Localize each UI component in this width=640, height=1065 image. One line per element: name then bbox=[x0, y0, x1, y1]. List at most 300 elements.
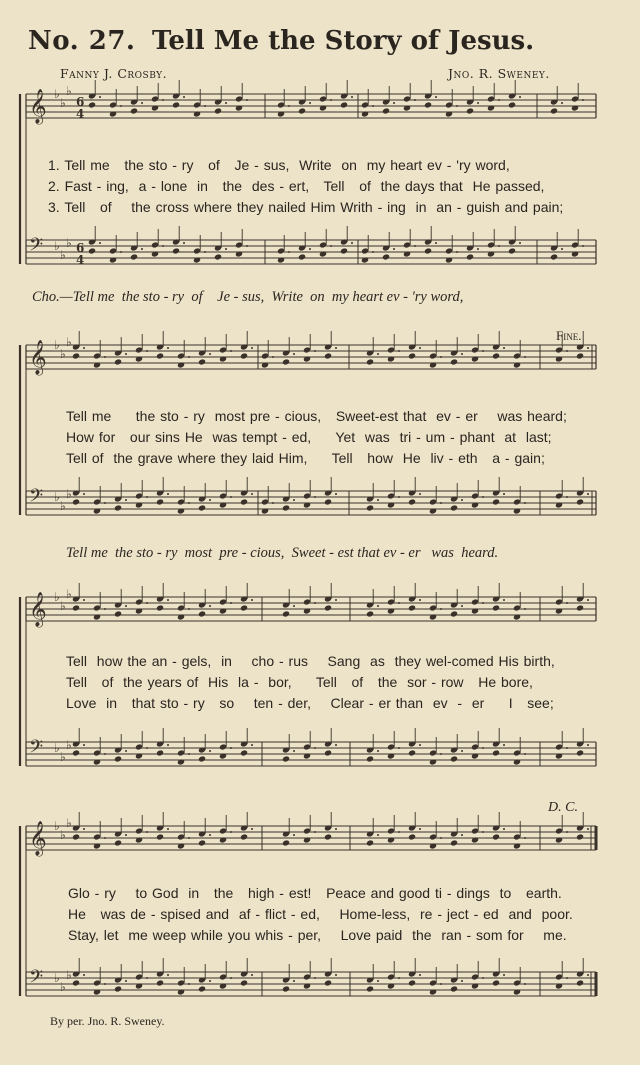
dot bbox=[524, 837, 526, 839]
note-head bbox=[240, 979, 248, 986]
flat-icon: ♭ bbox=[54, 338, 60, 352]
note-head bbox=[408, 833, 416, 840]
note-head bbox=[93, 507, 101, 514]
note-head bbox=[135, 982, 143, 989]
dot bbox=[435, 96, 437, 98]
flat-icon: ♭ bbox=[66, 84, 72, 98]
dot bbox=[293, 980, 295, 982]
note-head bbox=[72, 833, 80, 840]
note-head bbox=[156, 749, 164, 756]
dot bbox=[477, 248, 479, 250]
hymn-title: Tell Me the Story of Jesus. bbox=[152, 26, 535, 56]
dot bbox=[99, 96, 101, 98]
note-head bbox=[429, 842, 437, 849]
dot bbox=[209, 834, 211, 836]
dot bbox=[230, 977, 232, 979]
dot bbox=[440, 356, 442, 358]
note-head bbox=[466, 107, 474, 114]
dot bbox=[398, 831, 400, 833]
flat-icon: ♭ bbox=[60, 599, 66, 613]
dot bbox=[309, 102, 311, 104]
dot bbox=[335, 828, 337, 830]
dot bbox=[419, 493, 421, 495]
note-head bbox=[366, 358, 374, 365]
note-head bbox=[198, 755, 206, 762]
dot bbox=[377, 605, 379, 607]
dot bbox=[188, 502, 190, 504]
note-head bbox=[282, 504, 290, 511]
dot bbox=[99, 242, 101, 244]
note-head bbox=[324, 979, 332, 986]
dot bbox=[188, 608, 190, 610]
dot bbox=[314, 831, 316, 833]
note-head bbox=[177, 842, 185, 849]
dot bbox=[335, 599, 337, 601]
note-head bbox=[193, 110, 201, 117]
dot bbox=[414, 99, 416, 101]
note-head bbox=[492, 833, 500, 840]
dot bbox=[561, 102, 563, 104]
dot bbox=[435, 242, 437, 244]
note-head bbox=[513, 758, 521, 765]
dot bbox=[482, 602, 484, 604]
note-head bbox=[130, 253, 138, 260]
dot bbox=[524, 502, 526, 504]
dc-mark: D. C. bbox=[548, 800, 578, 815]
note-head bbox=[471, 982, 479, 989]
note-head bbox=[177, 361, 185, 368]
dot bbox=[204, 251, 206, 253]
system-4-verse-2: He was de - spised and af - flict - ed, Home-less, re - ject - ed and poor. bbox=[68, 906, 573, 922]
flat-icon: ♭ bbox=[54, 971, 60, 985]
dot bbox=[141, 248, 143, 250]
dot bbox=[524, 983, 526, 985]
dot bbox=[519, 242, 521, 244]
dot bbox=[104, 753, 106, 755]
dot bbox=[125, 353, 127, 355]
dot bbox=[167, 828, 169, 830]
flat-icon: ♭ bbox=[66, 335, 72, 349]
note-head bbox=[109, 256, 117, 263]
note-head bbox=[319, 104, 327, 111]
note-head bbox=[471, 836, 479, 843]
dot bbox=[566, 496, 568, 498]
dot bbox=[293, 834, 295, 836]
flat-icon: ♭ bbox=[60, 750, 66, 764]
note-head bbox=[424, 247, 432, 254]
flat-icon: ♭ bbox=[66, 816, 72, 830]
note-head bbox=[424, 101, 432, 108]
dot bbox=[146, 831, 148, 833]
note-head bbox=[219, 607, 227, 614]
dot bbox=[314, 350, 316, 352]
note-head bbox=[198, 504, 206, 511]
note-head bbox=[72, 604, 80, 611]
note-head bbox=[445, 256, 453, 263]
dot bbox=[146, 496, 148, 498]
dot bbox=[330, 99, 332, 101]
dot bbox=[230, 350, 232, 352]
dot bbox=[104, 837, 106, 839]
note-head bbox=[298, 253, 306, 260]
note-head bbox=[492, 749, 500, 756]
dot bbox=[146, 350, 148, 352]
flat-icon: ♭ bbox=[54, 819, 60, 833]
dot bbox=[209, 980, 211, 982]
note-head bbox=[466, 253, 474, 260]
dot bbox=[120, 251, 122, 253]
dot bbox=[377, 353, 379, 355]
dot bbox=[104, 356, 106, 358]
note-head bbox=[177, 613, 185, 620]
note-head bbox=[240, 833, 248, 840]
note-head bbox=[429, 988, 437, 995]
dot bbox=[419, 599, 421, 601]
flat-icon: ♭ bbox=[66, 236, 72, 250]
dot bbox=[482, 496, 484, 498]
note-head bbox=[471, 607, 479, 614]
dot bbox=[498, 245, 500, 247]
note-head bbox=[513, 842, 521, 849]
dot bbox=[587, 347, 589, 349]
dot bbox=[83, 599, 85, 601]
dot bbox=[566, 977, 568, 979]
dot bbox=[120, 105, 122, 107]
note-head bbox=[361, 256, 369, 263]
dot bbox=[419, 828, 421, 830]
note-head bbox=[366, 755, 374, 762]
dot bbox=[230, 831, 232, 833]
dot bbox=[461, 499, 463, 501]
dot bbox=[377, 750, 379, 752]
dot bbox=[477, 102, 479, 104]
dot bbox=[125, 605, 127, 607]
note-head bbox=[403, 104, 411, 111]
dot bbox=[456, 105, 458, 107]
dot bbox=[582, 245, 584, 247]
note-head bbox=[576, 749, 584, 756]
flat-icon: ♭ bbox=[60, 248, 66, 262]
note-head bbox=[219, 752, 227, 759]
bass-clef-icon: 𝄢 bbox=[29, 486, 44, 511]
dot bbox=[503, 599, 505, 601]
dot bbox=[225, 248, 227, 250]
dot bbox=[309, 248, 311, 250]
dot bbox=[587, 744, 589, 746]
dot bbox=[293, 499, 295, 501]
flat-icon: ♭ bbox=[66, 968, 72, 982]
note-head bbox=[387, 355, 395, 362]
dot bbox=[524, 753, 526, 755]
system-2-verse-1: Tell me the sto - ry most pre - cious, Sweet-est that ev - er was heard; bbox=[66, 408, 567, 424]
note-head bbox=[366, 610, 374, 617]
dot bbox=[183, 96, 185, 98]
note-head bbox=[487, 104, 495, 111]
note-head bbox=[72, 749, 80, 756]
note-head bbox=[303, 982, 311, 989]
dot bbox=[146, 977, 148, 979]
note-head bbox=[471, 355, 479, 362]
flat-icon: ♭ bbox=[66, 738, 72, 752]
note-head bbox=[576, 498, 584, 505]
note-head bbox=[387, 982, 395, 989]
note-head bbox=[114, 358, 122, 365]
dot bbox=[251, 493, 253, 495]
note-head bbox=[235, 104, 243, 111]
treble-clef-icon: 𝄞 bbox=[29, 340, 47, 375]
note-head bbox=[177, 988, 185, 995]
note-head bbox=[303, 836, 311, 843]
dot bbox=[162, 245, 164, 247]
note-head bbox=[93, 361, 101, 368]
note-head bbox=[508, 101, 516, 108]
dot bbox=[230, 496, 232, 498]
note-head bbox=[471, 501, 479, 508]
note-head bbox=[429, 758, 437, 765]
system-4-verse-1: Glo - ry to God in the high - est! Peace and good ti - dings to earth. bbox=[68, 885, 562, 901]
note-head bbox=[450, 358, 458, 365]
dot bbox=[314, 747, 316, 749]
dot bbox=[188, 837, 190, 839]
dot bbox=[398, 496, 400, 498]
dot bbox=[335, 974, 337, 976]
dot bbox=[330, 245, 332, 247]
dot bbox=[288, 105, 290, 107]
note-head bbox=[219, 982, 227, 989]
dot bbox=[503, 974, 505, 976]
note-head bbox=[219, 501, 227, 508]
dot bbox=[561, 248, 563, 250]
dot bbox=[167, 347, 169, 349]
note-head bbox=[492, 979, 500, 986]
dot bbox=[461, 834, 463, 836]
dot bbox=[83, 828, 85, 830]
dot bbox=[314, 977, 316, 979]
note-head bbox=[555, 982, 563, 989]
note-head bbox=[366, 839, 374, 846]
dot bbox=[251, 828, 253, 830]
note-head bbox=[303, 607, 311, 614]
dot bbox=[314, 496, 316, 498]
note-head bbox=[340, 101, 348, 108]
dot bbox=[482, 977, 484, 979]
note-head bbox=[130, 107, 138, 114]
note-head bbox=[240, 498, 248, 505]
dot bbox=[498, 99, 500, 101]
note-head bbox=[198, 610, 206, 617]
dot bbox=[503, 744, 505, 746]
note-head bbox=[319, 250, 327, 257]
dot bbox=[104, 608, 106, 610]
system-2-chorus: Tell me the sto - ry most pre - cious, Sweet - est that ev - er was heard. bbox=[66, 545, 499, 561]
dot bbox=[251, 744, 253, 746]
dot bbox=[83, 744, 85, 746]
note-head bbox=[513, 988, 521, 995]
note-head bbox=[282, 358, 290, 365]
note-head bbox=[571, 104, 579, 111]
dot bbox=[566, 831, 568, 833]
note-head bbox=[555, 501, 563, 508]
author-credit: Fanny J. Crosby. bbox=[60, 66, 168, 81]
note-head bbox=[198, 839, 206, 846]
flat-icon: ♭ bbox=[60, 980, 66, 994]
dot bbox=[587, 974, 589, 976]
dot bbox=[209, 605, 211, 607]
dot bbox=[398, 350, 400, 352]
note-head bbox=[303, 752, 311, 759]
note-head bbox=[151, 250, 159, 257]
note-head bbox=[198, 985, 206, 992]
dot bbox=[351, 242, 353, 244]
system-4-verse-3: Stay, let me weep while you whis - per, Love paid the ran - som for me. bbox=[68, 927, 567, 943]
note-head bbox=[151, 104, 159, 111]
dot bbox=[83, 347, 85, 349]
note-head bbox=[177, 507, 185, 514]
dot bbox=[440, 837, 442, 839]
dot bbox=[503, 347, 505, 349]
dot bbox=[209, 499, 211, 501]
note-head bbox=[219, 836, 227, 843]
note-head bbox=[471, 752, 479, 759]
flat-icon: ♭ bbox=[54, 590, 60, 604]
note-head bbox=[114, 504, 122, 511]
dot bbox=[398, 977, 400, 979]
dot bbox=[272, 502, 274, 504]
dot bbox=[482, 747, 484, 749]
dot bbox=[209, 353, 211, 355]
note-head bbox=[408, 498, 416, 505]
note-head bbox=[382, 107, 390, 114]
dot bbox=[582, 99, 584, 101]
note-head bbox=[72, 979, 80, 986]
note-head bbox=[366, 504, 374, 511]
note-head bbox=[387, 752, 395, 759]
note-head bbox=[88, 101, 96, 108]
note-head bbox=[576, 352, 584, 359]
dot bbox=[288, 251, 290, 253]
note-head bbox=[408, 352, 416, 359]
flat-icon: ♭ bbox=[60, 828, 66, 842]
permission-credit: By per. Jno. R. Sweney. bbox=[50, 1014, 165, 1028]
note-head bbox=[450, 985, 458, 992]
dot bbox=[503, 828, 505, 830]
dot bbox=[188, 356, 190, 358]
dot bbox=[398, 602, 400, 604]
dot bbox=[125, 980, 127, 982]
note-head bbox=[240, 352, 248, 359]
flat-icon: ♭ bbox=[54, 87, 60, 101]
dot bbox=[461, 605, 463, 607]
dot bbox=[419, 347, 421, 349]
flat-icon: ♭ bbox=[54, 490, 60, 504]
dot bbox=[104, 983, 106, 985]
dot bbox=[167, 599, 169, 601]
system-3-verse-3: Love in that sto - ry so ten - der, Clear - er than ev - er I see; bbox=[66, 695, 554, 711]
note-head bbox=[93, 842, 101, 849]
note-head bbox=[429, 613, 437, 620]
dot bbox=[225, 102, 227, 104]
bass-clef-icon: 𝄢 bbox=[29, 737, 44, 762]
note-head bbox=[387, 836, 395, 843]
note-head bbox=[135, 752, 143, 759]
note-head bbox=[361, 110, 369, 117]
note-head bbox=[235, 250, 243, 257]
dot bbox=[440, 983, 442, 985]
note-head bbox=[193, 256, 201, 263]
note-head bbox=[109, 110, 117, 117]
note-head bbox=[324, 749, 332, 756]
note-head bbox=[513, 613, 521, 620]
dot bbox=[167, 493, 169, 495]
dot bbox=[230, 602, 232, 604]
dot bbox=[372, 105, 374, 107]
dot bbox=[167, 744, 169, 746]
dot bbox=[293, 605, 295, 607]
dot bbox=[83, 493, 85, 495]
note-head bbox=[445, 110, 453, 117]
dot bbox=[146, 602, 148, 604]
dot bbox=[482, 831, 484, 833]
dot bbox=[377, 499, 379, 501]
dot bbox=[146, 747, 148, 749]
note-head bbox=[172, 247, 180, 254]
treble-clef-icon: 𝄞 bbox=[29, 89, 47, 124]
composer-credit: Jno. R. Sweney. bbox=[448, 66, 550, 81]
note-head bbox=[366, 985, 374, 992]
note-head bbox=[555, 607, 563, 614]
note-head bbox=[576, 833, 584, 840]
hymn-number: No. 27. bbox=[28, 26, 136, 56]
note-head bbox=[513, 361, 521, 368]
note-head bbox=[450, 610, 458, 617]
note-head bbox=[340, 247, 348, 254]
note-head bbox=[303, 501, 311, 508]
dot bbox=[335, 744, 337, 746]
dot bbox=[566, 602, 568, 604]
note-head bbox=[555, 355, 563, 362]
bass-clef-icon: 𝄢 bbox=[29, 967, 44, 992]
dot bbox=[293, 750, 295, 752]
note-head bbox=[114, 610, 122, 617]
note-head bbox=[177, 758, 185, 765]
note-head bbox=[282, 610, 290, 617]
dot bbox=[587, 493, 589, 495]
note-head bbox=[277, 256, 285, 263]
note-head bbox=[240, 604, 248, 611]
dot bbox=[251, 599, 253, 601]
dot bbox=[351, 96, 353, 98]
note-head bbox=[450, 755, 458, 762]
note-head bbox=[550, 253, 558, 260]
note-head bbox=[282, 839, 290, 846]
dot bbox=[587, 599, 589, 601]
note-head bbox=[135, 501, 143, 508]
system-3-verse-1: Tell how the an - gels, in cho - rus Sang as they wel-comed His birth, bbox=[66, 653, 555, 669]
dot bbox=[162, 99, 164, 101]
note-head bbox=[508, 247, 516, 254]
dot bbox=[456, 251, 458, 253]
dot bbox=[83, 974, 85, 976]
system-2-verse-2: How for our sins He was tempt - ed, Yet was tri - um - phant at last; bbox=[66, 429, 552, 445]
note-head bbox=[88, 247, 96, 254]
dot bbox=[335, 493, 337, 495]
dot bbox=[377, 834, 379, 836]
note-head bbox=[576, 979, 584, 986]
dot bbox=[104, 502, 106, 504]
dot bbox=[393, 102, 395, 104]
dot bbox=[482, 350, 484, 352]
system-1-verse-2: 2. Fast - ing, a - lone in the des - ert, Tell of the days that He passed, bbox=[48, 178, 545, 194]
